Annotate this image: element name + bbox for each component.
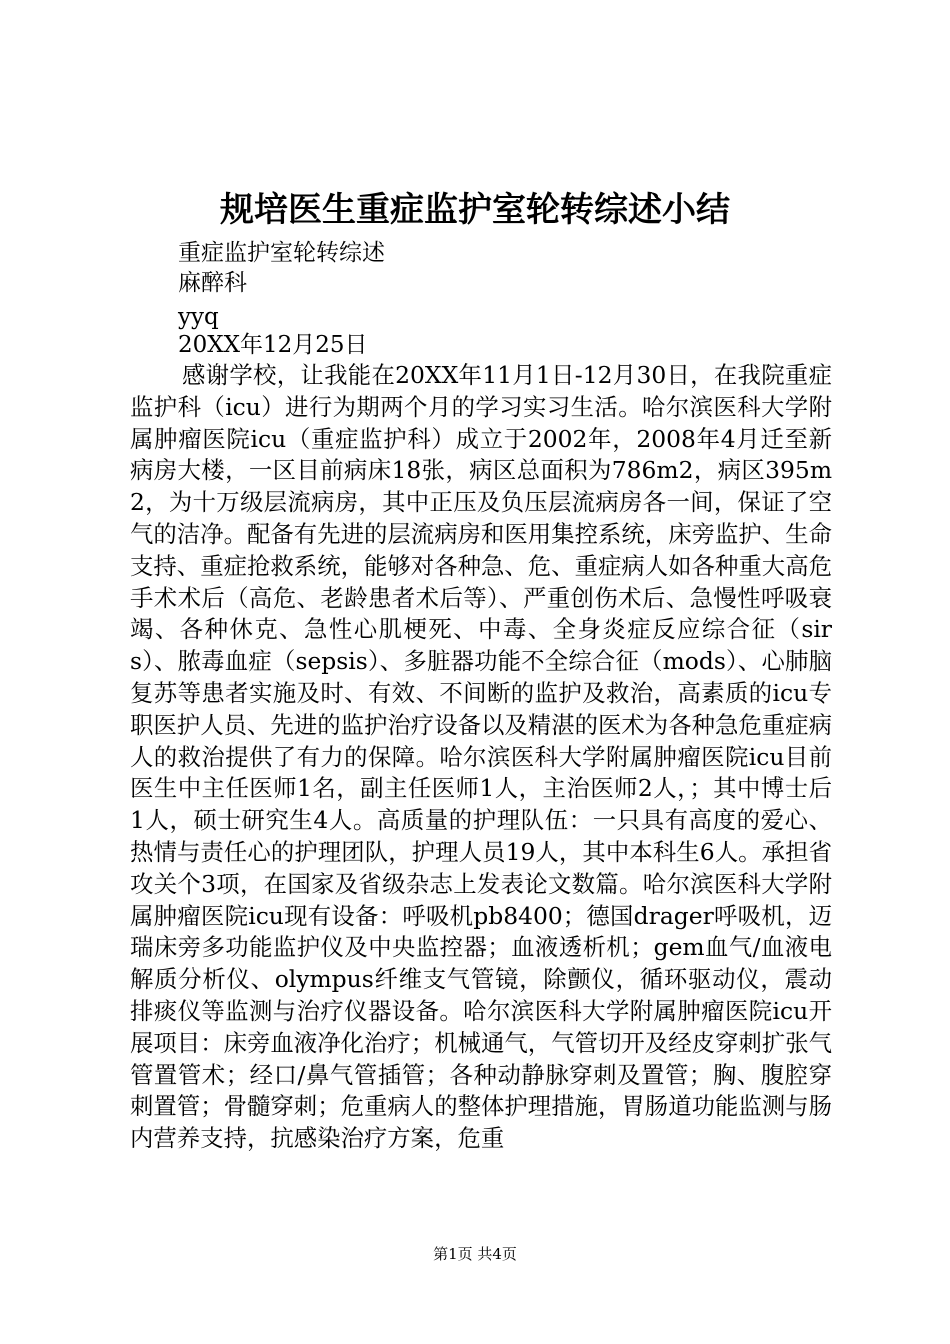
author-name: yyq	[178, 304, 219, 330]
page-number-footer: 第1页 共4页	[433, 1245, 517, 1263]
body-paragraph: 感谢学校，让我能在20XX年11月1日-12月30日，在我院重症监护科（icu）进行为期两个月的学习实习生活。哈尔滨医科大学附属肿瘤医院icu（重症监护科）成立于2002年，2008年4月迁至新病房大楼，一区目前病床18张，病区总面积为786m2，病区395m2，为十万级层流病房，其中正压及负压层流病房各一间，保证了空气的洁净。配备有先进的层流病房和医用集控系统，床旁监护、生命支持、重症抢救系统，能够对各种急、危、重症病人如各种重大高危手术术后（高危、老龄患者术后等）、严重创伤术后、急慢性呼吸衰竭、各种休克、急性心肌梗死、中毒、全身炎症反应综合征（sirs）、脓毒血症（sepsis）、多脏器功能不全综合征（mods）、心肺脑复苏等患者实施及时、有效、不间断的监护及救治，高素质的icu专职医护人员、先进的监护治疗设备以及精湛的医术为各种急危重症病人的救治提供了有力的保障。哈尔滨医科大学附属肿瘤医院icu目前医生中主任医师1名，副主任医师1人，主治医师2人，；其中博士后1人，硕士研究生4人。高质量的护理队伍：一只具有高度的爱心、热情与责任心的护理团队，护理人员19人，其中本科生6人。承担省攻关个3项，在国家及省级杂志上发表论文数篇。哈尔滨医科大学附属肿瘤医院icu现有设备：呼吸机pb8400；德国drager呼吸机，迈瑞床旁多功能监护仪及中央监控器；血液透析机；gem血气/血液电解质分析仪、olympus纤维支气管镜，除颤仪，循环驱动仪，震动排痰仪等监测与治疗仪器设备。哈尔滨医科大学附属肿瘤医院icu开展项目：床旁血液净化治疗；机械通气，气管切开及经皮穿刺扩张气管置管术；经口/鼻气管插管；各种动静脉穿刺及置管；胸、腹腔穿刺置管；骨髓穿刺；危重病人的整体护理措施，胃肠道功能监测与肠内营养支持，抗感染治疗方案，危重	[130, 361, 832, 1153]
document-title: 规培医生重症监护室轮转综述小结	[220, 190, 730, 230]
document-date: 20XX年12月25日	[178, 332, 368, 358]
department-label: 麻醉科	[178, 270, 247, 296]
document-subtitle: 重症监护室轮转综述	[178, 240, 385, 266]
